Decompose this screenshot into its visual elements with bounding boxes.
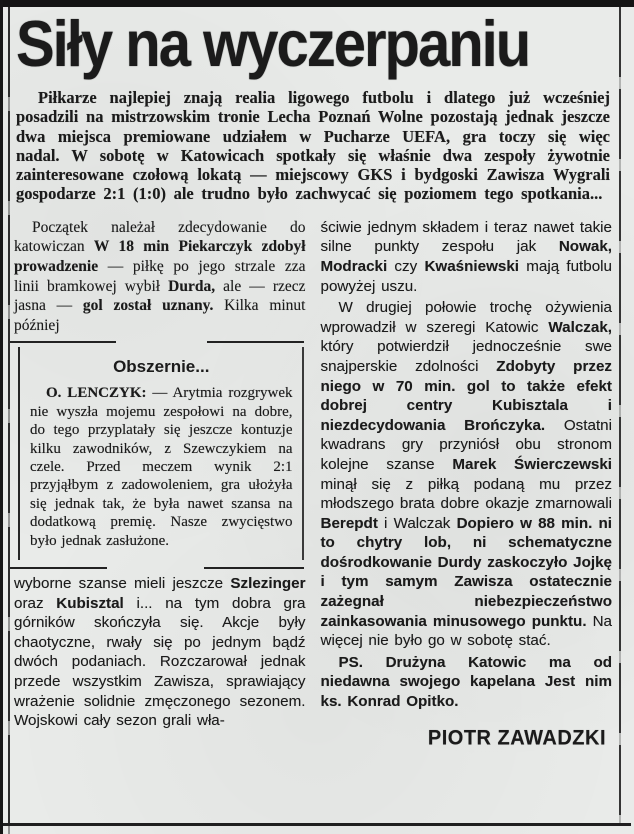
inset-box-bottom-dashes	[10, 567, 304, 569]
inset-box-body: O. LENCZYK: — Arytmia rozgrywek nie wyszła mojemu zespołowi na dobre, do tego przyplatały się jeszcze kontuzje kilku zawodników, z Szewczykiem na czele. Przed meczem wynik 2:1 przyjąłbym z zadowoleniem, gra ułożyła się jednak tak, że była nawet szansa na dodatkową premię. Nasze zwycięstwo było jednak zasłużone.	[30, 385, 293, 549]
author-byline: PIOTR ZAWADZKI	[427, 725, 606, 750]
postscript-paragraph: PS. Drużyna Katowic ma od niedawna swojego kapelana Jest nim ks. Konrad Opitko.	[320, 653, 612, 711]
paragraph: W drugiej połowie trochę ożywienia wprowadził w szeregi Katowic Walczak, który potwierdził jednocześnie swe snajperskie zdolności Zdobyty przez niego w 70 min. gol to także efekt dobrej centry Kubisztala i niezdecydowania Brończyka. Ostatni kwadrans gry przyniósł obu stronom kolejne szanse Marek Świerczewski minął się z piłką podaną mu przez młodszego brata dobre okazje zmarnowali Berepdt i Walczak Dopiero w 88 min. ni to chytry lob, ni schematyczne dośrodkowanie Durdy zaskoczyło Jojkę i tym samym Zawisza ostatecznie zażegnał niebezpieczeństwo zainkasowania minusowego punktu. Na więcej nie było go w sobotę stać.	[320, 299, 613, 650]
article-headline: Siły na wyczerpaniu	[16, 7, 530, 81]
inset-box	[18, 347, 304, 560]
paragraph: ściwie jednym składem i teraz nawet takie silne punkty zespołu jak Nowak, Modracki czy Kwaśniewski mają futbolu powyżej uszu.	[320, 218, 612, 295]
top-edge-bar	[0, 0, 634, 7]
left-column	[14, 218, 306, 733]
right-column-rule	[619, 7, 621, 824]
left-column-rule	[8, 7, 10, 834]
paragraph: wyborne szanse mieli jeszcze Szlezinger oraz Kubisztal i... na tym dobra gra górników skończyła się. Akcje były chaotyczne, rwały się po jednym bądź dwóch podaniach. Rozczarował jednak przede wszystkim Zawisza, sprawiający wrażenie solidnie zmęczonego sezonem. Wojskowi cały sezon grali wła-	[14, 575, 306, 730]
inset-box-title: Obszernie...	[113, 357, 210, 377]
bottom-rule	[3, 823, 631, 826]
left-edge-bar	[0, 0, 3, 834]
inset-box-top-dashes	[10, 341, 304, 343]
article-columns	[0, 214, 634, 749]
lead-paragraph: Piłkarze najlepiej znają realia ligowego futbolu i dlatego już wcześniej posadzili na mistrzowskim tronie Lecha Poznań Wolne pozostają jednak jeszcze dwa miejsca premiowane udziałem w Pucharze UEFA, gra toczy się więc nadal. W sobotę w Katowicach spotkały się właśnie dwa zespoły żywotnie zainteresowane czołową lokatą — miejscowy GKS i bydgoski Zawisza Wygrali gospodarze 2:1 (1:0) ale trudno było zachwycać się poziomem tego spotkania...	[16, 88, 610, 204]
paragraph: Początek należał zdecydowanie do katowiczan W 18 min Piekarczyk zdobył prowadzenie — piłkę po jego strzale zza linii bramkowej wybił Durda, ale — rzecz jasna — gol został uznany. Kilka minut później	[14, 218, 306, 334]
right-column	[321, 218, 613, 749]
